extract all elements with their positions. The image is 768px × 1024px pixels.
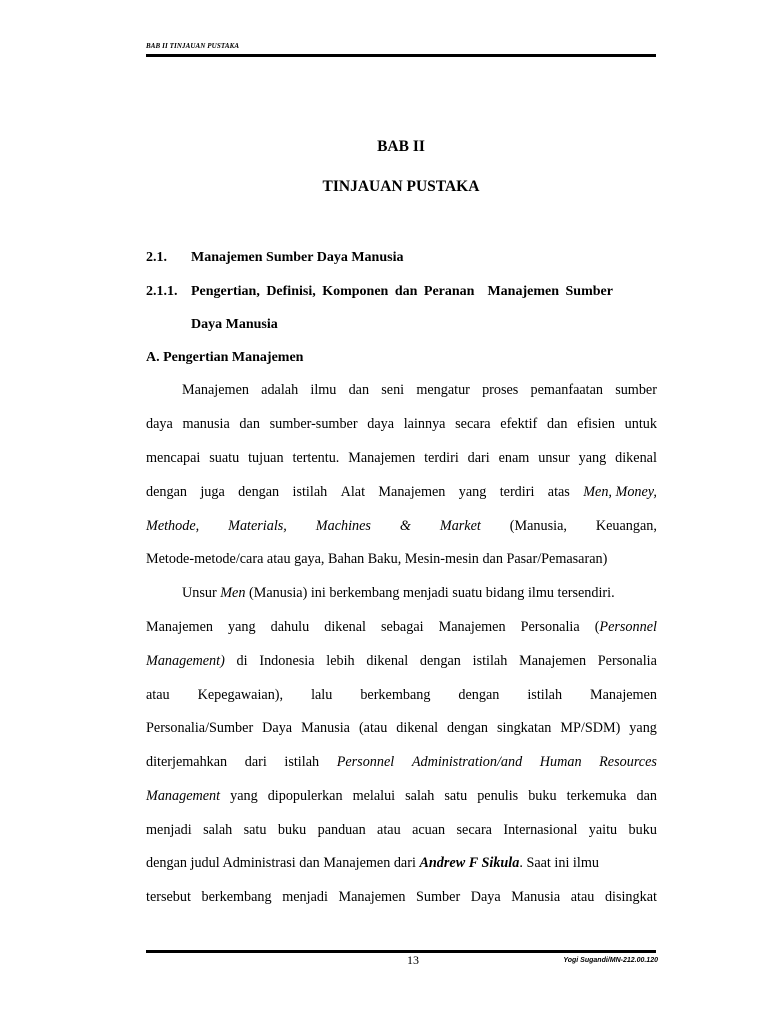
word: berkembang (360, 687, 431, 703)
word: dari (467, 450, 490, 466)
word: unsur (538, 450, 570, 466)
word: tertentu. (292, 450, 340, 466)
word: manusia (182, 416, 230, 432)
p1-line-6-text: Metode-metode/cara atau gaya, Bahan Baku, Mesin-mesin dan Pasar/Pemasaran) (146, 551, 608, 567)
word: satu (243, 822, 267, 838)
word: dahulu (270, 619, 310, 635)
word: dengan (458, 687, 500, 703)
header-rule (146, 54, 656, 57)
word: Manusia (511, 889, 561, 905)
word: Manajemen (348, 450, 416, 466)
word: diterjemahkan (146, 754, 228, 770)
p2-line-2-paren: (Personnel (594, 619, 657, 635)
word: dari (244, 754, 267, 770)
word: sebagai (381, 619, 424, 635)
p1-line-5 (146, 518, 657, 535)
italic-word: Human (539, 754, 582, 770)
word: satu (444, 788, 468, 804)
word: ilmu (310, 382, 337, 398)
word: seni (381, 382, 405, 398)
word: (atau (358, 720, 388, 736)
word: MP/SDM) (560, 720, 621, 736)
word: sumber-sumber (269, 416, 358, 432)
p1-line-1 (182, 382, 657, 399)
word: Personalia (520, 619, 580, 635)
word: dengan (419, 653, 461, 669)
word: panduan (317, 822, 366, 838)
running-header: BAB II TINJAUAN PUSTAKA (146, 42, 240, 50)
word: dan (239, 416, 260, 432)
p2-author-sikula: Andrew F Sikula (419, 855, 520, 871)
section-2-1-1-title-text: Pengertian, Definisi, Komponen dan Peranan Manajemen Sumber (191, 284, 613, 299)
word: singkatan (497, 720, 552, 736)
word: Manajemen (146, 619, 213, 635)
word: dikenal (615, 450, 657, 466)
word: Manajemen (378, 484, 446, 500)
section-2-1-title: Manajemen Sumber Daya Manusia (191, 250, 404, 265)
word: istilah (292, 484, 328, 500)
word: suatu (209, 450, 240, 466)
word: di (236, 653, 248, 669)
word: dikenal (366, 653, 409, 669)
p2-italic-men: Men (220, 585, 246, 601)
page-number: 13 (407, 953, 419, 967)
word: yang (227, 619, 256, 635)
word: Daya (262, 720, 293, 736)
word: sumber (615, 382, 657, 398)
word: dengan (146, 484, 187, 500)
word: Manajemen (338, 889, 406, 905)
word: menjadi (282, 889, 328, 905)
p2-line-1 (182, 585, 657, 602)
word: lalu (311, 687, 333, 703)
word: dipopulerkan (267, 788, 343, 804)
word: buku (628, 822, 657, 838)
section-2-1-1-number: 2.1.1. (146, 284, 178, 299)
italic-word: Management (146, 788, 221, 804)
word: atau (570, 889, 595, 905)
word: Manajemen (519, 653, 587, 669)
word: enam (498, 450, 530, 466)
word: yang (230, 788, 258, 804)
section-2-1-1-title-line1 (191, 284, 657, 300)
word: terkemuka (566, 788, 627, 804)
word: terdiri (424, 450, 459, 466)
word: Kepegawaian), (197, 687, 284, 703)
word: yang (458, 484, 487, 500)
section-2-1-number: 2.1. (146, 250, 167, 265)
word: Internasional (503, 822, 578, 838)
word: buku (528, 788, 557, 804)
word: atas (547, 484, 570, 500)
word: Manajemen (182, 382, 249, 398)
italic-word: Materials, (228, 518, 287, 534)
word: dengan (447, 720, 489, 736)
word: mencapai (146, 450, 201, 466)
word: salah (203, 822, 233, 838)
word: Manajemen (438, 619, 506, 635)
word: pemanfaatan (530, 382, 603, 398)
word: penulis (477, 788, 519, 804)
word: dikenal (396, 720, 439, 736)
word: mengatur (416, 382, 470, 398)
word: daya (367, 416, 395, 432)
italic-word: Management) (146, 653, 225, 669)
word: tersebut (146, 889, 191, 905)
word: istilah (472, 653, 508, 669)
word: Manajemen (590, 687, 657, 703)
word: dengan (238, 484, 280, 500)
word: lebih (326, 653, 355, 669)
word: secara (456, 822, 492, 838)
italic-word: & (399, 518, 411, 534)
chapter-number: BAB II (377, 138, 425, 155)
word: Personalia (597, 653, 657, 669)
p2-line-9-c: . Saat ini ilmu (519, 855, 599, 871)
word: salah (405, 788, 435, 804)
word: Alat (340, 484, 366, 500)
word: dan (636, 788, 657, 804)
p2-line-5 (146, 720, 657, 737)
italic-word: Market (439, 518, 481, 534)
word: secara (455, 416, 491, 432)
word: Indonesia (259, 653, 315, 669)
italic-word: Machines (315, 518, 371, 534)
p2-line-8 (146, 822, 657, 839)
word: melalui (352, 788, 396, 804)
word: daya (146, 416, 173, 432)
word: buku (277, 822, 307, 838)
word: yaitu (588, 822, 618, 838)
word: yang (578, 450, 607, 466)
p2-line-1-a: Unsur (182, 585, 221, 601)
chapter-title: TINJAUAN PUSTAKA (322, 178, 480, 195)
p1-line-4 (146, 484, 657, 501)
word: istilah (284, 754, 320, 770)
word: acuan (412, 822, 446, 838)
p2-line-4 (146, 687, 657, 704)
word: proses (482, 382, 519, 398)
p2-line-9 (146, 855, 657, 872)
word: efisien (577, 416, 615, 432)
p1-line-3 (146, 450, 657, 467)
p2-italic-personnel: Personnel (599, 619, 657, 635)
p1-line-2 (146, 416, 657, 433)
section-2-1-1-title-line2: Daya Manusia (191, 317, 278, 332)
subsection-a-title: A. Pengertian Manajemen (146, 350, 304, 365)
word: efektif (500, 416, 538, 432)
italic-word: Administration/and (411, 754, 523, 770)
word: atau (146, 687, 170, 703)
word: Daya (470, 889, 501, 905)
word: disingkat (604, 889, 657, 905)
p1-italic-men-money: Men, Money, (583, 484, 657, 500)
word: terdiri (499, 484, 535, 500)
italic-word: Personnel (336, 754, 395, 770)
word: yang (629, 720, 657, 736)
p2-line-6 (146, 754, 657, 771)
p2-line-9-a: dengan judul Administrasi dan Manajemen dari (146, 855, 420, 871)
word: berkembang (201, 889, 272, 905)
p2-line-3 (146, 653, 657, 670)
word: dan (348, 382, 370, 398)
word: Manusia (301, 720, 350, 736)
word: (Manusia, (509, 518, 567, 534)
word: istilah (527, 687, 563, 703)
word: lainnya (403, 416, 446, 432)
p2-line-2 (146, 619, 657, 636)
italic-word: Methode, (146, 518, 200, 534)
word: Sumber (416, 889, 461, 905)
word: untuk (624, 416, 657, 432)
word: tujuan (248, 450, 284, 466)
word: atau (377, 822, 401, 838)
p2-line-7 (146, 788, 657, 805)
p1-line-6 (146, 551, 657, 568)
word: Personalia/Sumber (146, 720, 254, 736)
italic-word: Resources (599, 754, 657, 770)
p2-line-10 (146, 889, 657, 906)
word: Keuangan, (595, 518, 657, 534)
word: dikenal (324, 619, 366, 635)
p2-line-1-c: (Manusia) ini berkembang menjadi suatu bidang ilmu tersendiri. (245, 585, 615, 601)
word: juga (200, 484, 225, 500)
footer-author: Yogi Sugandi/MN-212.00.120 (563, 957, 658, 964)
word: menjadi (146, 822, 192, 838)
word: dan (546, 416, 568, 432)
word: adalah (261, 382, 299, 398)
